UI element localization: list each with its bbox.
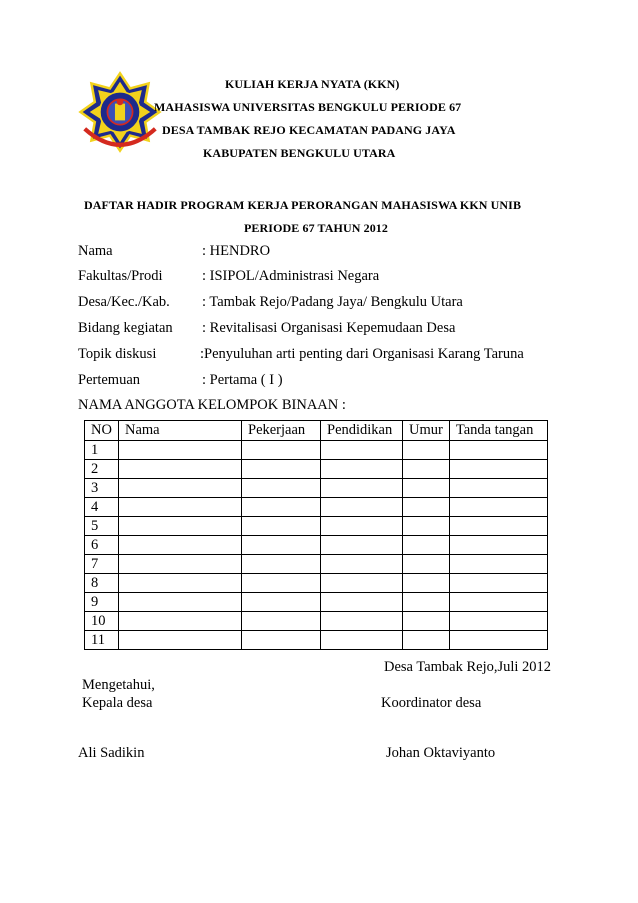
- info-value: : Revitalisasi Organisasi Kepemudaan Desa: [202, 320, 456, 336]
- header-line-1: KULIAH KERJA NYATA (KKN): [225, 77, 400, 91]
- table-row: [85, 441, 548, 460]
- info-value: : Tambak Rejo/Padang Jaya/ Bengkulu Utara: [202, 294, 463, 310]
- row-number: 10: [85, 612, 119, 631]
- table-header-row: [85, 421, 548, 441]
- table-row: [85, 574, 548, 593]
- left-signer-role: Kepala desa: [82, 695, 153, 711]
- row-number: 11: [85, 631, 119, 650]
- right-signer-role: Koordinator desa: [381, 695, 482, 711]
- place-date: Desa Tambak Rejo,Juli 2012: [384, 659, 552, 675]
- row-number: 5: [85, 517, 119, 536]
- table-row: [85, 631, 548, 650]
- document-title: DAFTAR HADIR PROGRAM KERJA PERORANGAN MAHASISWA KKN UNIB: [84, 198, 522, 212]
- acknowledged-label: Mengetahui,: [82, 677, 155, 693]
- col-header-tanda-tangan: Tanda tangan: [449, 421, 547, 441]
- info-value: : Pertama ( I ): [202, 372, 283, 388]
- info-value: :Penyuluhan arti penting dari Organisasi Karang Taruna: [200, 346, 524, 362]
- row-number: 4: [85, 498, 119, 517]
- info-label: Pertemuan: [78, 372, 141, 388]
- row-number: 2: [85, 460, 119, 479]
- col-header-umur: Umur: [403, 421, 450, 441]
- table-row: [85, 612, 548, 631]
- info-label: Nama: [78, 243, 113, 259]
- table-row: [85, 517, 548, 536]
- table-row: [85, 479, 548, 498]
- table-row: [85, 536, 548, 555]
- row-number: 9: [85, 593, 119, 612]
- row-number: 8: [85, 574, 119, 593]
- row-number: 7: [85, 555, 119, 574]
- row-number: 6: [85, 536, 119, 555]
- info-label: Bidang kegiatan: [78, 320, 173, 336]
- header-line-3: DESA TAMBAK REJO KECAMATAN PADANG JAYA: [162, 123, 456, 137]
- university-emblem-icon: [78, 70, 162, 154]
- table-row: [85, 555, 548, 574]
- col-header-pendidikan: Pendidikan: [321, 421, 403, 441]
- row-number: 3: [85, 479, 119, 498]
- header-line-2: MAHASISWA UNIVERSITAS BENGKULU PERIODE 67: [154, 100, 462, 114]
- table-row: [85, 593, 548, 612]
- info-value: : HENDRO: [202, 243, 271, 259]
- left-signer-name: Ali Sadikin: [78, 745, 145, 761]
- table-row: [85, 460, 548, 479]
- document-subtitle: PERIODE 67 TAHUN 2012: [244, 221, 389, 235]
- info-value: : ISIPOL/Administrasi Negara: [202, 268, 380, 284]
- group-title: NAMA ANGGOTA KELOMPOK BINAAN :: [78, 397, 346, 413]
- info-label: Fakultas/Prodi: [78, 268, 163, 284]
- col-header-nama: Nama: [119, 421, 242, 441]
- info-label: Desa/Kec./Kab.: [78, 294, 170, 310]
- col-header-pekerjaan: Pekerjaan: [242, 421, 321, 441]
- attendance-table: [84, 420, 548, 650]
- right-signer-name: Johan Oktaviyanto: [386, 745, 496, 761]
- info-label: Topik diskusi: [78, 346, 157, 362]
- table-row: [85, 498, 548, 517]
- header-line-4: KABUPATEN BENGKULU UTARA: [203, 146, 396, 160]
- row-number: 1: [85, 441, 119, 460]
- col-header-no: NO: [85, 421, 119, 441]
